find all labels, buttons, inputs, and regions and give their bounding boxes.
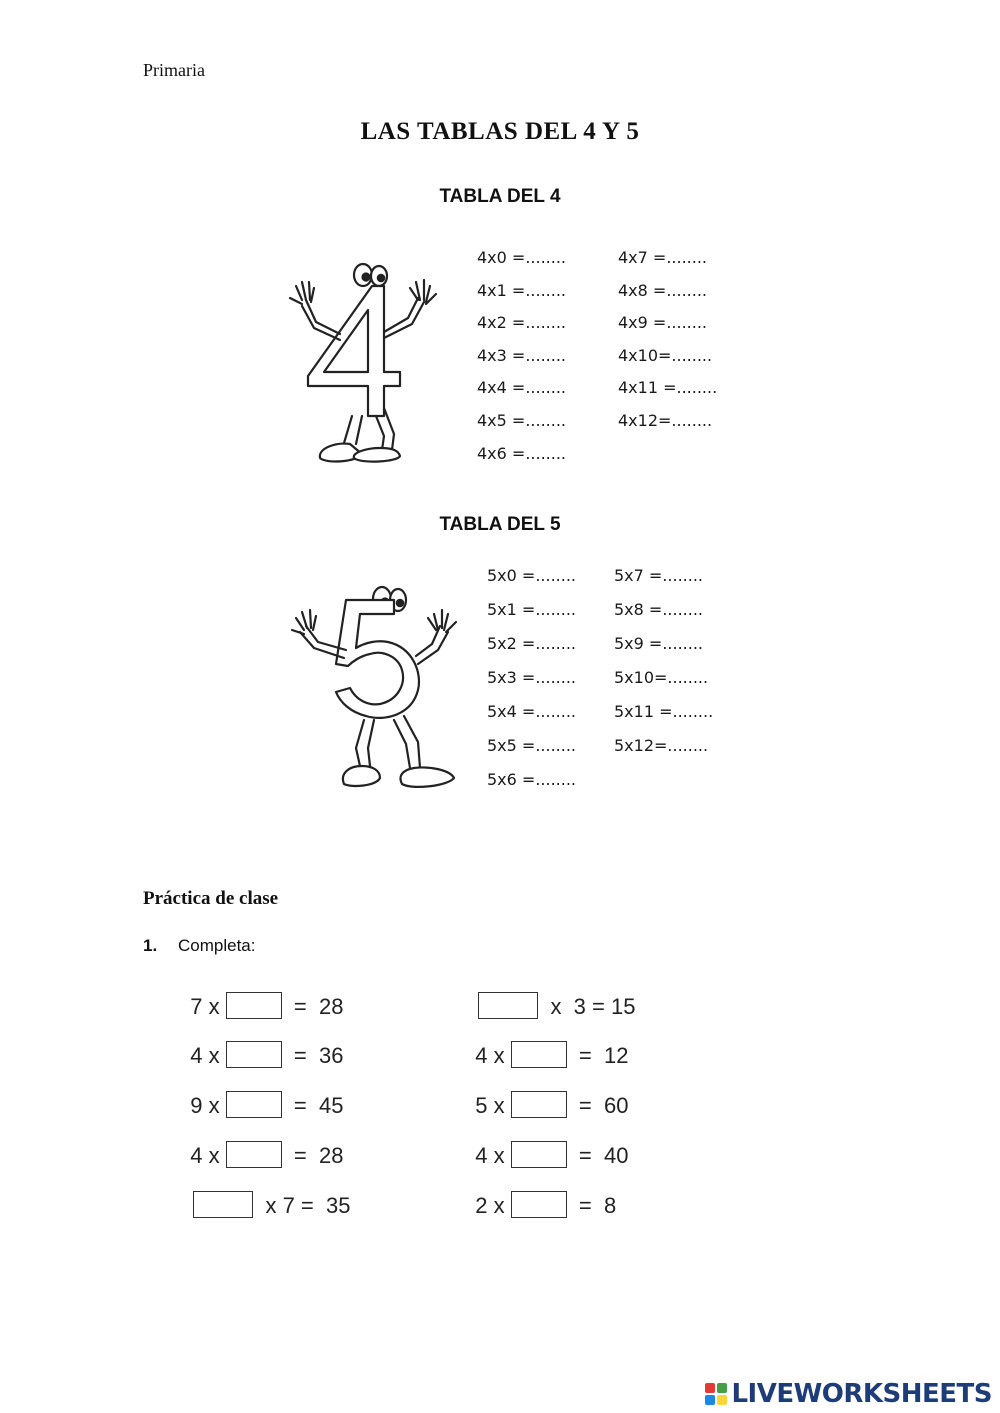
table5-fact: 5x0 =........ [487,566,577,585]
table5-fact: 5x3 =........ [487,668,577,687]
table5-fact: 5x4 =........ [487,702,577,721]
equation-suffix: = 28 [281,994,344,1019]
table5-fact: 5x5 =........ [487,736,577,755]
table5-fact: 5x7 =........ [614,566,704,585]
equation-row [181,1161,351,1218]
table4-fact: 4x7 =........ [618,248,708,267]
table5-fact: 5x2 =........ [487,634,577,653]
table4-fact: 4x10=........ [618,346,713,365]
exercise-number: 1. [143,936,158,955]
exercise-instruction: Completa: [178,936,256,955]
logo-cell [705,1383,715,1393]
equation-row [466,962,636,1019]
table5-fact: 5x10=........ [614,668,709,687]
logo-cell [717,1383,727,1393]
equation-suffix: = 12 [566,1043,629,1068]
table4-fact: 4x5 =........ [477,411,567,430]
cartoon-number-five-icon [290,580,460,795]
equation-suffix: x 7 = 35 [253,1193,351,1218]
equation-prefix: 2 x [475,1193,511,1218]
equation-row [178,1011,344,1068]
equation-row [463,1111,629,1168]
table4-fact: 4x0 =........ [477,248,567,267]
equation-suffix: = 8 [566,1193,617,1218]
equation-row [463,1011,629,1068]
equation-row [463,1061,629,1118]
equation-prefix: 4 x [475,1143,511,1168]
table4-fact: 4x4 =........ [477,378,567,397]
equation-prefix: 7 x [190,994,226,1019]
answer-box[interactable] [511,1191,567,1218]
logo-cell [705,1395,715,1405]
table4-fact: 4x2 =........ [477,313,567,332]
table4-fact: 4x12=........ [618,411,713,430]
equation-suffix: = 60 [566,1093,629,1118]
table4-fact: 4x9 =........ [618,313,708,332]
table5-fact: 5x6 =........ [487,770,577,789]
table4-fact: 4x1 =........ [477,281,567,300]
equation-suffix: = 36 [281,1043,344,1068]
equation-prefix: 4 x [190,1143,226,1168]
equation-prefix: 4 x [475,1043,511,1068]
equation-row [178,962,344,1019]
table5-fact: 5x11 =........ [614,702,714,721]
table5-fact: 5x8 =........ [614,600,704,619]
liveworksheets-logo-icon [705,1383,727,1405]
table5-fact: 5x12=........ [614,736,709,755]
page-title: LAS TABLAS DEL 4 Y 5 [360,118,640,145]
table4-fact: 4x3 =........ [477,346,567,365]
table4-fact: 4x6 =........ [477,444,567,463]
answer-box[interactable] [193,1191,253,1218]
table5-fact: 5x9 =........ [614,634,704,653]
equation-prefix: 4 x [190,1043,226,1068]
table4-fact: 4x11 =........ [618,378,718,397]
brand-name: LIVEWORKSHEETS [731,1379,992,1409]
table5-fact: 5x1 =........ [487,600,577,619]
equation-prefix: 9 x [190,1093,226,1118]
equation-suffix: = 40 [566,1143,629,1168]
table4-fact: 4x8 =........ [618,281,708,300]
equation-row [178,1111,344,1168]
practice-title: Práctica de clase [143,888,279,909]
table5-title: TABLA DEL 5 [439,514,561,535]
equation-suffix: = 28 [281,1143,344,1168]
equation-row [463,1161,617,1218]
cartoon-number-four-icon [280,258,440,468]
equation-suffix: = 45 [281,1093,344,1118]
equation-prefix: 5 x [475,1093,511,1118]
liveworksheets-brand[interactable] [705,1379,992,1409]
logo-cell [717,1395,727,1405]
equation-suffix: x 3 = 15 [538,994,636,1019]
equation-row [178,1061,344,1118]
table4-title: TABLA DEL 4 [439,186,561,207]
level-label: Primaria [143,60,205,80]
